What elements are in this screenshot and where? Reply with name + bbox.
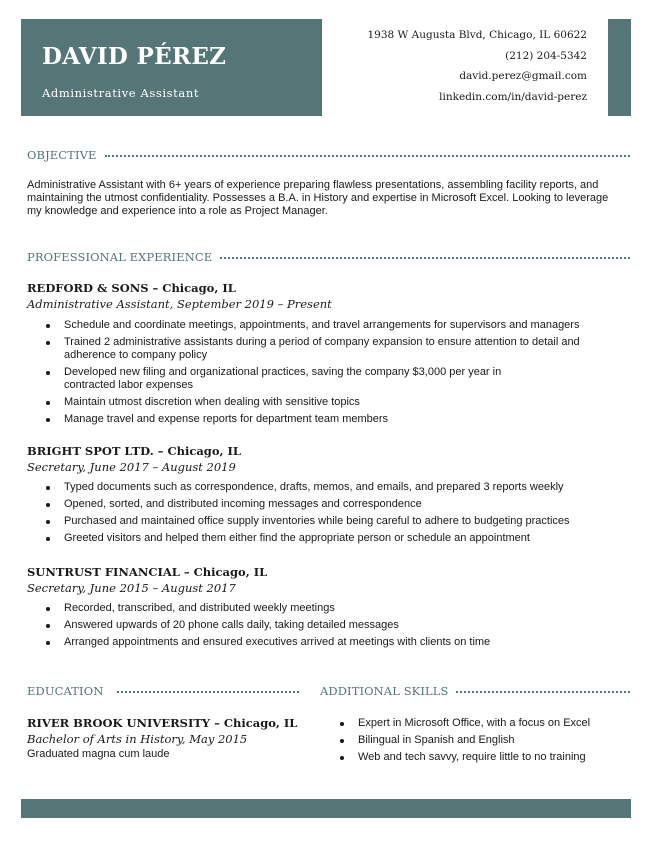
experience-heading	[27, 250, 630, 264]
honors: Graduated magna cum laude	[27, 748, 170, 760]
list-item: Typed documents such as correspondence, drafts, memos, and emails, and prepared 3 reports weekly	[27, 481, 627, 494]
list-item: Developed new filing and organizational practices, saving the company $3,000 per year in contracted labor expenses	[27, 366, 627, 392]
experience-title: PROFESSIONAL EXPERIENCE	[27, 250, 213, 264]
footer-accent-bar	[21, 799, 631, 818]
school-name: RIVER BROOK UNIVERSITY – Chicago, IL	[27, 716, 298, 730]
objective-title: OBJECTIVE	[27, 148, 97, 162]
candidate-name: DAVID PÉREZ	[42, 43, 227, 70]
address: 1938 W Augusta Blvd, Chicago, IL 60622	[367, 29, 587, 41]
list-item: Purchased and maintained office supply inventories while being careful to adhere to budgeting practices	[27, 515, 627, 528]
objective-heading	[27, 148, 630, 162]
education-title: EDUCATION	[27, 684, 104, 698]
list-item: Bilingual in Spanish and English	[321, 734, 621, 747]
list-item: Maintain utmost discretion when dealing with sensitive topics	[27, 396, 627, 409]
list-item: Answered upwards of 20 phone calls daily, taking detailed messages	[27, 619, 627, 632]
degree: Bachelor of Arts in History, May 2015	[27, 732, 248, 746]
email: david.perez@gmail.com	[459, 70, 587, 82]
header-accent-bar	[608, 19, 631, 116]
employer-name: SUNTRUST FINANCIAL – Chicago, IL	[27, 565, 268, 579]
phone: (212) 204-5342	[505, 49, 587, 62]
job-bullets	[27, 602, 627, 653]
list-item: Recorded, transcribed, and distributed weekly meetings	[27, 602, 627, 615]
employer-name: BRIGHT SPOT LTD. – Chicago, IL	[27, 444, 241, 458]
list-item: Greeted visitors and helped them either find the appropriate person or schedule an appointment	[27, 532, 627, 545]
job-role: Secretary, June 2015 – August 2017	[27, 581, 236, 595]
divider	[220, 257, 630, 259]
contact-info	[367, 25, 587, 107]
skills-title: ADDITIONAL SKILLS	[320, 684, 449, 698]
job-role: Administrative Assistant, September 2019 – Present	[27, 297, 332, 311]
linkedin: linkedin.com/in/david-perez	[439, 90, 587, 103]
employer-name: REDFORD & SONS – Chicago, IL	[27, 281, 236, 295]
divider	[105, 155, 631, 157]
list-item: Manage travel and expense reports for department team members	[27, 413, 627, 426]
job-bullets	[27, 481, 627, 549]
objective-text: Administrative Assistant with 6+ years of experience preparing flawless presentations, assembling facility reports, and maintaining the utmost confidentiality. Possesses a B.A. in History and expertise in Microsoft Excel. Looking to leverage my knowledge and experience into a role as Project Manager.	[27, 179, 609, 217]
list-item: Schedule and coordinate meetings, appointments, and travel arrangements for supervisors and managers	[27, 319, 627, 332]
job-bullets	[27, 319, 627, 430]
name-banner	[21, 19, 322, 116]
divider	[456, 691, 630, 693]
list-item: Trained 2 administrative assistants during a period of company expansion to ensure attention to detail and adherence to company policy	[27, 336, 627, 362]
divider	[117, 691, 299, 693]
list-item: Opened, sorted, and distributed incoming messages and correspondence	[27, 498, 627, 511]
list-item: Arranged appointments and ensured executives arrived at meetings with clients on time	[27, 636, 627, 649]
candidate-title: Administrative Assistant	[42, 86, 200, 100]
education-heading	[27, 684, 299, 698]
list-item: Expert in Microsoft Office, with a focus on Excel	[321, 717, 621, 730]
skills-list	[321, 717, 621, 768]
skills-heading	[320, 684, 630, 698]
job-role: Secretary, June 2017 – August 2019	[27, 460, 236, 474]
list-item: Web and tech savvy, require little to no training	[321, 751, 621, 764]
